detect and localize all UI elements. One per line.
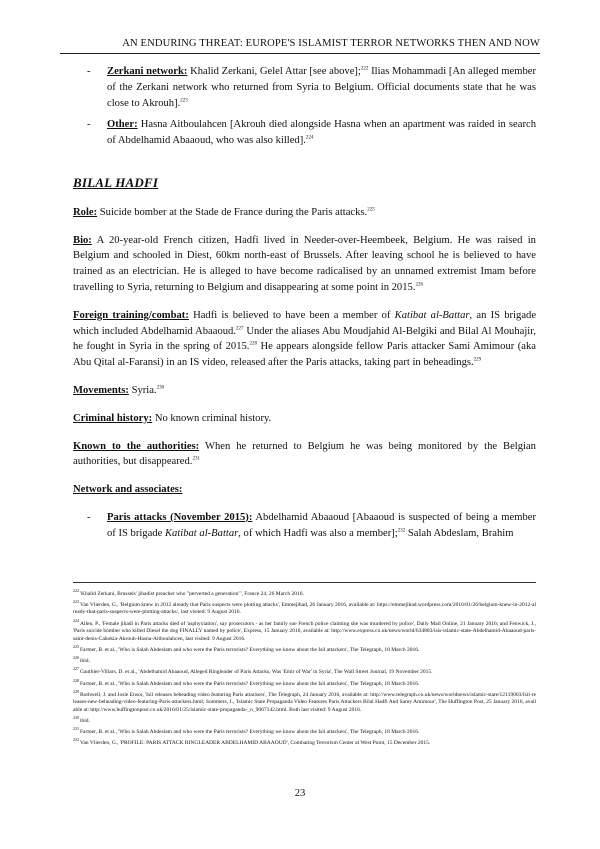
- role-paragraph: Role: Suicide bomber at the Stade de France during the Paris attacks.$^{225}$: [73, 206, 375, 218]
- footnote-ref[interactable]: 224: [305, 135, 314, 141]
- footnote-ref[interactable]: 226: [415, 282, 423, 288]
- main-content: [73, 64, 536, 548]
- running-header: AN ENDURING THREAT: EUROPE'S ISLAMIST TERROR NETWORKS THEN AND NOW: [60, 38, 540, 54]
- footnote: $^{229}$Rothwell, J. and Josie Ensor, 'Isil releases beheading video featuring Paris attackers', The Telegraph, 24 January 2016, available at: http://www.telegraph.co.uk/news/worldnews/islamic-state/12119003/Isil-releases-new-beheading-video-featuring-Paris-attackers.html; Sommers, J., 'Islamic State Propaganda Video Features Paris Attackers Bilal Hadfi And Samy Amimour', The Huffington Post, 25 January 2016, available at: http://www.huffingtonpost.co.uk/2016/01/25/islamic-state-propaganda-_n_9067142.html. Both last visited: 9 August 2016.: [73, 688, 536, 713]
- bullet-other: - Other: Hasna Aitboulahcen [Akrouh died alongside Hasna when an apartment was raided in search of Abdelhamid Abaaoud, who was also killed].$^{224}$: [87, 117, 536, 149]
- footnote-ref[interactable]: 231: [192, 456, 200, 462]
- criminal-paragraph: Criminal history: No known criminal history.: [73, 412, 272, 424]
- footnote: $^{225}$Farmer, B. et al., 'Who is Salah Abdeslam and who were the Paris terrorists? Everything we know about the Isil attackers', The Telegraph, 18 March 2016.: [73, 643, 420, 653]
- bullet-dash: -: [87, 66, 91, 77]
- footnote-ref[interactable]: 229: [473, 357, 482, 363]
- footnote: $^{232}$Van Vlierden, G., 'PROFILE: PARIS ATTACK RINGLEADER ABDELHAMID ABAAOUD', Combating Terrorism Center at West Point, 15 December 2015.: [73, 737, 431, 747]
- bullet-paris-attacks: - Paris attacks (November 2015): Abdelhamid Abaaoud [Abaaoud is suspected of being a member of IS brigade Katibat al-Battar, of which Hadfi was also a member];$^{232}$ Salah Abdeslam, Brahim: [87, 510, 536, 542]
- footnote-ref[interactable]: 225: [367, 207, 375, 213]
- footnote-ref[interactable]: 228: [249, 341, 257, 347]
- footnote: $^{228}$Farmer, B. et al., 'Who is Salah Abdeslam and who were the Paris terrorists? Everything we know about the Isil attackers', The Telegraph, 18 March 2016.: [73, 677, 420, 687]
- footnote: $^{230}$ibid.: [73, 714, 90, 724]
- bullet-label: Zerkani network:: [107, 66, 188, 77]
- bullet-dash: -: [87, 119, 91, 131]
- movements-paragraph: Movements: Syria.$^{230}$: [73, 384, 165, 396]
- known-paragraph: Known to the authorities: When he returned to Belgium he was being monitored by the Belgian authorities, but disappeared.$^{231}$: [73, 440, 536, 468]
- footnote-ref[interactable]: 222: [360, 66, 369, 72]
- training-paragraph: Foreign training/combat: Hadfi is believed to have been a member of Katibat al-Battar, an IS brigade which included Abdelhamid Abaaoud.$^{227}$ Under the aliases Abu Moudjahid Al-Belgiki and Bilal Al Mouhajir, he fought in Syria in the spring of 2015.$^{228}$ He appears alongside fellow Paris attacker Sami Amimour (aka Abu Qital al-Faransi) in an IS video, released after the Paris attacks, taking part in beheadings.$^{229}$: [73, 309, 537, 369]
- footnote: $^{226}$ibid.: [73, 655, 90, 664]
- footnote: $^{223}$Van Vlierden, G., 'Belgium knew in 2012 already that Paris suspects were plotting attacks', Emmejihad, 26 January 2016, available at: https://emmejihad.wordpress.com/2016/01/26/belgium-knew-in-2012-already-that-paris-suspects-were-plotting-attacks/, last visited: 9 August 2016.: [73, 599, 536, 616]
- bullet-zerkani-network: - Zerkani network: Khalid Zerkani, Gelel Attar [see above];$^{222}$ Ilias Mohammadi [An alleged member of the Zerkani network who returned from Syria to Belgium. Official documents state that he was close to Akrouh].$^{223}$: [87, 64, 536, 111]
- bio-paragraph: Bio: A 20-year-old French citizen, Hadfi lived in Needer-over-Heembeek, Belgium. He was raised in Belgium and schooled in Diest, 60km north-east of Brussels. After leaving school he is believed to have trained as an electrician. He is alleged to have become radicalised by an unnamed extremist Imam before travelling to Syria, returning to Belgium and disappearing at some point in 2015.$^{226}$: [73, 234, 536, 293]
- footnote-ref[interactable]: 232: [397, 528, 406, 534]
- footnote: $^{231}$Farmer, B. et al., 'Who is Salah Abdeslam and who were the Paris terrorists? Everything we know about the Isil attackers', The Telegraph, 18 March 2016.: [73, 726, 420, 735]
- footnote-ref[interactable]: 227: [235, 326, 244, 332]
- footnote: $^{227}$Gauthier-Villars, D. et al., 'Abdelhamid Abaaoud, Alleged Ringleader of Paris Attacks, Was 'Emir of War' in Syria', The Wall Street Journal, 19 November 2015.: [73, 666, 433, 676]
- bullet-label: Paris attacks (November 2015):: [107, 511, 253, 523]
- network-heading: Network and associates:: [73, 484, 183, 496]
- footnotes: [73, 582, 536, 748]
- bullet-label: Other:: [107, 119, 138, 131]
- section-title: BILAL HADFI: [73, 174, 159, 190]
- footnote: $^{222}$'Khalid Zerkani, Brussels' jihadist preacher who "perverted a generation"', France 24, 26 March 2016.: [73, 588, 304, 597]
- footnote-ref[interactable]: 223: [180, 98, 188, 104]
- page-number: 23: [294, 788, 306, 799]
- footnote: $^{224}$Allen, P., 'Female jihadi in Paris attacks died of 'asphyxiation', say prosecutors - as her family sue French police claiming she was murdered by police', Daily Mail Online, 21 January 2016; and Fenwick, J., 'Paris suicide bomber who killed Diesel the dog FINALLY named by police', Express, 15 January 2016, available at: http://www.express.co.uk/news/world/634883/isis-islamic-state-Abdelhamid-Abaaoud-paris-saint-denis-Cahokia-Akrouh-Hasna-Aitboulahcen, last visited: 9 August 2016.: [73, 617, 536, 642]
- footnote-ref[interactable]: 230: [156, 385, 165, 391]
- bullet-dash: -: [87, 511, 91, 523]
